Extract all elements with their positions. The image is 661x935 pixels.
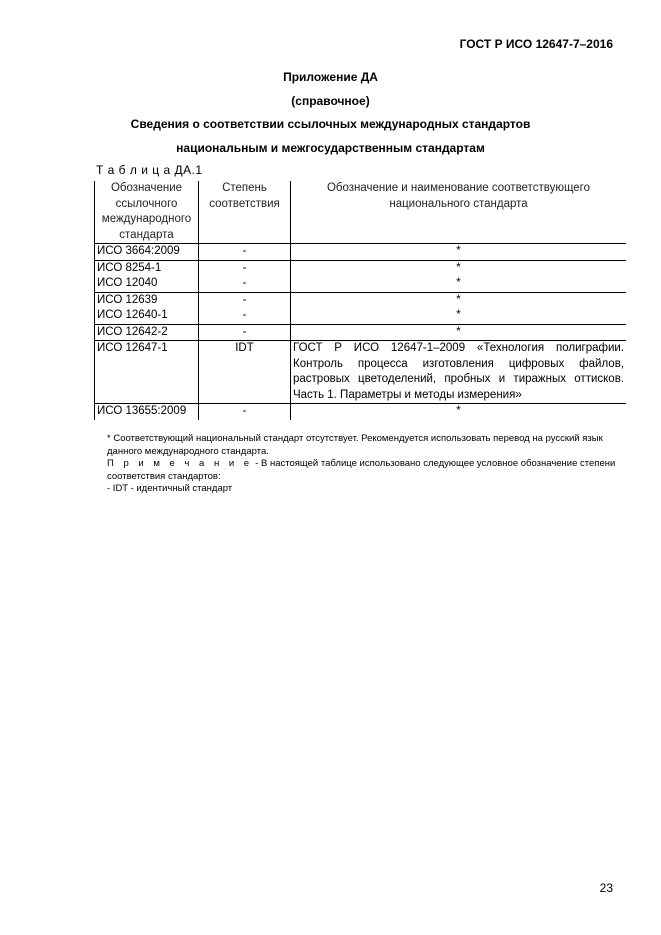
reference-cell: ИСО 13655:2009 (95, 404, 199, 420)
appendix-heading-line1: Сведения о соответствии ссылочных международных стандартов (130, 117, 531, 131)
column-header-national: Обозначение и наименование соответствующего национального стандарта (291, 181, 627, 244)
column-header-reference: Обозначение ссылочного международного стандарта (95, 181, 199, 244)
appendix-subtitle: (справочное) (291, 94, 370, 108)
table-row (95, 324, 627, 341)
reference-cell: ИСО 12642-2 (95, 324, 199, 341)
degree-cell: - (199, 276, 291, 292)
table-row (95, 260, 627, 276)
note (95, 458, 625, 483)
table-row (95, 308, 627, 324)
national-cell: * (291, 404, 627, 420)
national-cell: * (291, 260, 627, 276)
degree-cell: - (199, 244, 291, 261)
reference-cell: ИСО 12639 (95, 292, 199, 308)
standards-table (94, 181, 626, 420)
table-row (95, 404, 627, 420)
table-caption: Т а б л и ц а ДА.1 (96, 163, 203, 177)
table-notes (95, 433, 625, 496)
page-number: 23 (599, 881, 613, 895)
appendix-heading-line2: национальным и межгосударственным стандартам (176, 141, 485, 155)
national-cell: * (291, 292, 627, 308)
table-row (95, 292, 627, 308)
appendix-title: Приложение ДА (283, 70, 378, 84)
table-header-row (95, 181, 627, 244)
national-cell: ГОСТ Р ИСО 12647-1–2009 «Технология полиграфии. Контроль процесса изготовления цифровых файлов, растровых цветоделений, пробных и тиражных оттисков. Часть 1. Параметры и методы измерения» (291, 341, 627, 404)
reference-cell: ИСО 12647-1 (95, 341, 199, 404)
reference-cell: ИСО 3664:2009 (95, 244, 199, 261)
table-row (95, 276, 627, 292)
national-cell: * (291, 244, 627, 261)
national-cell: * (291, 324, 627, 341)
degree-cell: - (199, 324, 291, 341)
degree-cell: - (199, 404, 291, 420)
legend-entry: - IDT - идентичный стандарт (107, 483, 233, 494)
reference-cell: ИСО 8254-1 (95, 260, 199, 276)
footnote: * Соответствующий национальный стандарт отсутствует. Рекомендуется использовать перевод на русский язык данного международного стандарта. (107, 433, 603, 457)
document-code: ГОСТ Р ИСО 12647-7–2016 (459, 37, 613, 51)
column-header-degree: Степень соответствия (199, 181, 291, 244)
table-row (95, 244, 627, 261)
reference-cell: ИСО 12040 (95, 276, 199, 292)
national-cell: * (456, 277, 461, 289)
national-cell: * (456, 309, 461, 321)
degree-cell: - (199, 292, 291, 308)
reference-cell: ИСО 12640-1 (95, 308, 199, 324)
degree-cell: - (199, 308, 291, 324)
note-text: - В настоящей таблице использовано следующее условное обозначение степени соответствия стандартов: (107, 458, 616, 482)
table-row (95, 341, 627, 404)
note-label: П р и м е ч а н и е (107, 458, 253, 469)
degree-cell: IDT (199, 341, 291, 404)
degree-cell: - (199, 260, 291, 276)
